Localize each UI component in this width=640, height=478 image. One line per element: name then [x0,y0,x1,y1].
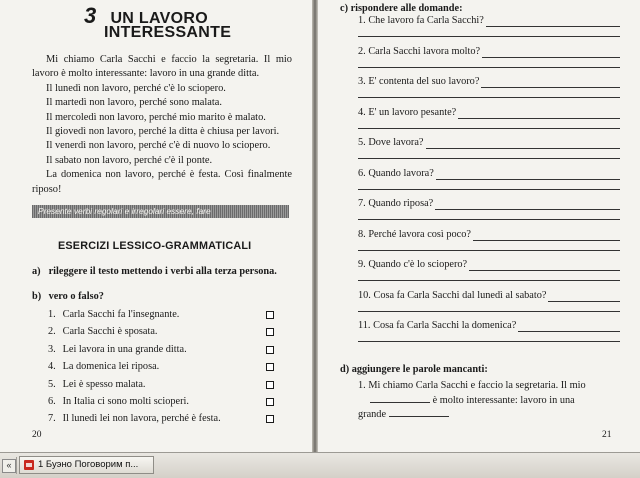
checkbox[interactable] [266,398,274,406]
item-number: 7. [48,413,56,425]
question-text: E' contenta del suo lavoro? [368,76,480,87]
intro-line: Il lunedì non lavoro, perché c'è lo sciopero. [46,82,226,94]
question-number: 4. [358,106,366,118]
fill-in-text-3: grande [358,409,387,420]
taskbar [0,452,640,478]
answer-line[interactable] [358,311,620,312]
answer-line[interactable] [458,109,620,119]
question-text: Dove lavora? [368,137,424,148]
intro-line: Il sabato non lavoro, perché c'è il ponte. [46,154,213,166]
item-number: 4. [48,361,56,373]
answer-line[interactable] [426,139,621,149]
answer-line[interactable] [358,189,620,190]
fill-in-blank[interactable] [370,393,430,403]
item-text: Carla Sacchi fa l'insegnante. [62,309,180,320]
answer-line[interactable] [358,341,620,342]
checkbox[interactable] [266,328,274,336]
item-text: La domenica lei riposa. [62,361,160,373]
task-c-label: c) [340,3,348,14]
question-list [358,15,620,351]
checkbox[interactable] [266,346,274,354]
question-text: Cosa fa Carla Sacchi dal lunedì al sabato? [373,289,547,301]
true-false-list [48,306,278,428]
grammar-bar: Presente verbi regolari e irregolari essere, fare [32,205,289,218]
page-number-left: 20 [32,430,42,440]
lesson-number: 3 [84,3,97,28]
intro-line: Il mercoledì non lavoro, perché mio marito è malato. [46,111,266,123]
list-item [358,137,620,168]
answer-line[interactable] [358,97,620,98]
intro-paragraph: La domenica non lavoro, perché è festa. Così finalmente riposo! [32,169,292,195]
question-text: Perché lavora così poco? [368,228,471,240]
list-item [358,290,620,321]
item-number: 3. [48,343,56,355]
list-item [358,107,620,138]
item-text: Lei lavora in una grande ditta. [62,343,187,355]
left-page [0,0,312,452]
question-number: 8. [358,228,366,240]
answer-line[interactable] [482,48,620,58]
item-number: 5. [48,378,56,390]
question-text: Carla Sacchi lavora molto? [368,45,481,57]
item-number: 6. [48,395,56,407]
task-a [32,266,277,277]
question-number: 11. [358,320,371,331]
question-number: 3. [358,76,366,87]
answer-line[interactable] [469,261,620,271]
list-item [358,229,620,260]
item-text: In Italia ci sono molti scioperi. [62,395,189,407]
list-item [48,358,278,375]
right-page [318,0,640,452]
answer-line[interactable] [486,17,620,27]
taskbar-task-label: 1 Буэно Поговорим п... [38,459,139,470]
question-text: Quando c'è lo sciopero? [368,259,468,270]
answer-line[interactable] [473,231,620,241]
task-c [340,3,463,14]
intro-line: Il martedì non lavoro, perché sono malata. [46,97,223,109]
list-item [358,76,620,107]
question-text: Cosa fa Carla Sacchi la domenica? [373,320,517,331]
question-number: 10. [358,289,371,301]
answer-line[interactable] [358,250,620,251]
task-d [340,364,488,375]
taskbar-expand-button[interactable]: « [2,459,16,473]
question-text: Quando lavora? [368,167,434,179]
answer-line[interactable] [481,78,620,88]
intro-line: Il venerdì non lavoro, perché c'è di nuovo lo sciopero. [46,140,271,152]
page-number-right: 21 [602,430,612,440]
fill-in-text-1: Mi chiamo Carla Sacchi e faccio la segretaria. Il mio [368,380,586,391]
question-number: 2. [358,45,366,57]
list-item [48,306,278,323]
question-text: Quando riposa? [368,198,434,209]
task-c-text: rispondere alle domande: [350,3,463,14]
list-item [358,46,620,77]
question-text: Che lavoro fa Carla Sacchi? [368,15,484,26]
task-a-text: rileggere il testo mettendo i verbi alla terza persona. [48,266,277,277]
question-number: 7. [358,198,366,209]
exercises-heading: ESERCIZI LESSICO-GRAMMATICALI [58,240,252,252]
title-line-2: INTERESSANTE [104,24,232,41]
checkbox[interactable] [266,311,274,319]
item-text: Carla Sacchi è sposata. [62,326,158,338]
answer-line[interactable] [518,322,620,332]
list-item [358,320,620,351]
list-item [48,410,278,427]
lesson-title [84,3,284,41]
answer-line[interactable] [358,219,620,220]
task-a-label: a) [32,266,41,277]
fill-in-number: 1. [358,380,366,391]
fill-in-text-2: è molto interessante: lavoro in una [432,394,575,406]
answer-line[interactable] [358,128,620,129]
answer-line[interactable] [548,292,620,302]
answer-line[interactable] [358,280,620,281]
list-item [48,376,278,393]
question-number: 5. [358,137,366,148]
task-d-label: d) [340,364,350,375]
answer-line[interactable] [358,36,620,37]
checkbox[interactable] [266,363,274,371]
task-b [32,291,104,302]
pdf-icon [24,460,34,470]
list-item [48,341,278,358]
taskbar-task-pdf[interactable] [19,456,154,474]
question-number: 6. [358,167,366,179]
intro-line: Il giovedì non lavoro, perché la ditta è chiusa per lavori. [46,126,280,138]
task-d-text: aggiungere le parole mancanti: [351,364,488,375]
question-number: 9. [358,259,366,270]
item-text: Il lunedì lei non lavora, perché è festa. [62,413,221,425]
list-item [358,168,620,199]
list-item [358,198,620,229]
checkbox[interactable] [266,381,274,389]
fill-in-exercise [358,380,613,422]
item-number: 2. [48,326,56,338]
answer-line[interactable] [358,67,620,68]
item-number: 1. [48,309,56,320]
taskbar-separator [16,457,17,474]
question-text: E' un lavoro pesante? [368,106,457,118]
task-b-label: b) [32,291,42,302]
checkbox[interactable] [266,415,274,423]
question-number: 1. [358,15,366,26]
item-text: Lei è spesso malata. [62,378,146,390]
answer-line[interactable] [358,158,620,159]
list-item [48,393,278,410]
list-item [48,323,278,340]
answer-line[interactable] [435,200,620,210]
list-item [358,15,620,46]
title-line-1: UN LAVORO [110,10,208,27]
intro-text [32,53,292,197]
list-item [358,259,620,290]
task-b-text: vero o falso? [48,291,104,302]
fill-in-blank[interactable] [389,407,449,417]
intro-paragraph: Mi chiamo Carla Sacchi e faccio la segretaria. Il mio lavoro è molto interessante: lavoro in una grande ditta. [32,54,292,80]
answer-line[interactable] [436,170,620,180]
